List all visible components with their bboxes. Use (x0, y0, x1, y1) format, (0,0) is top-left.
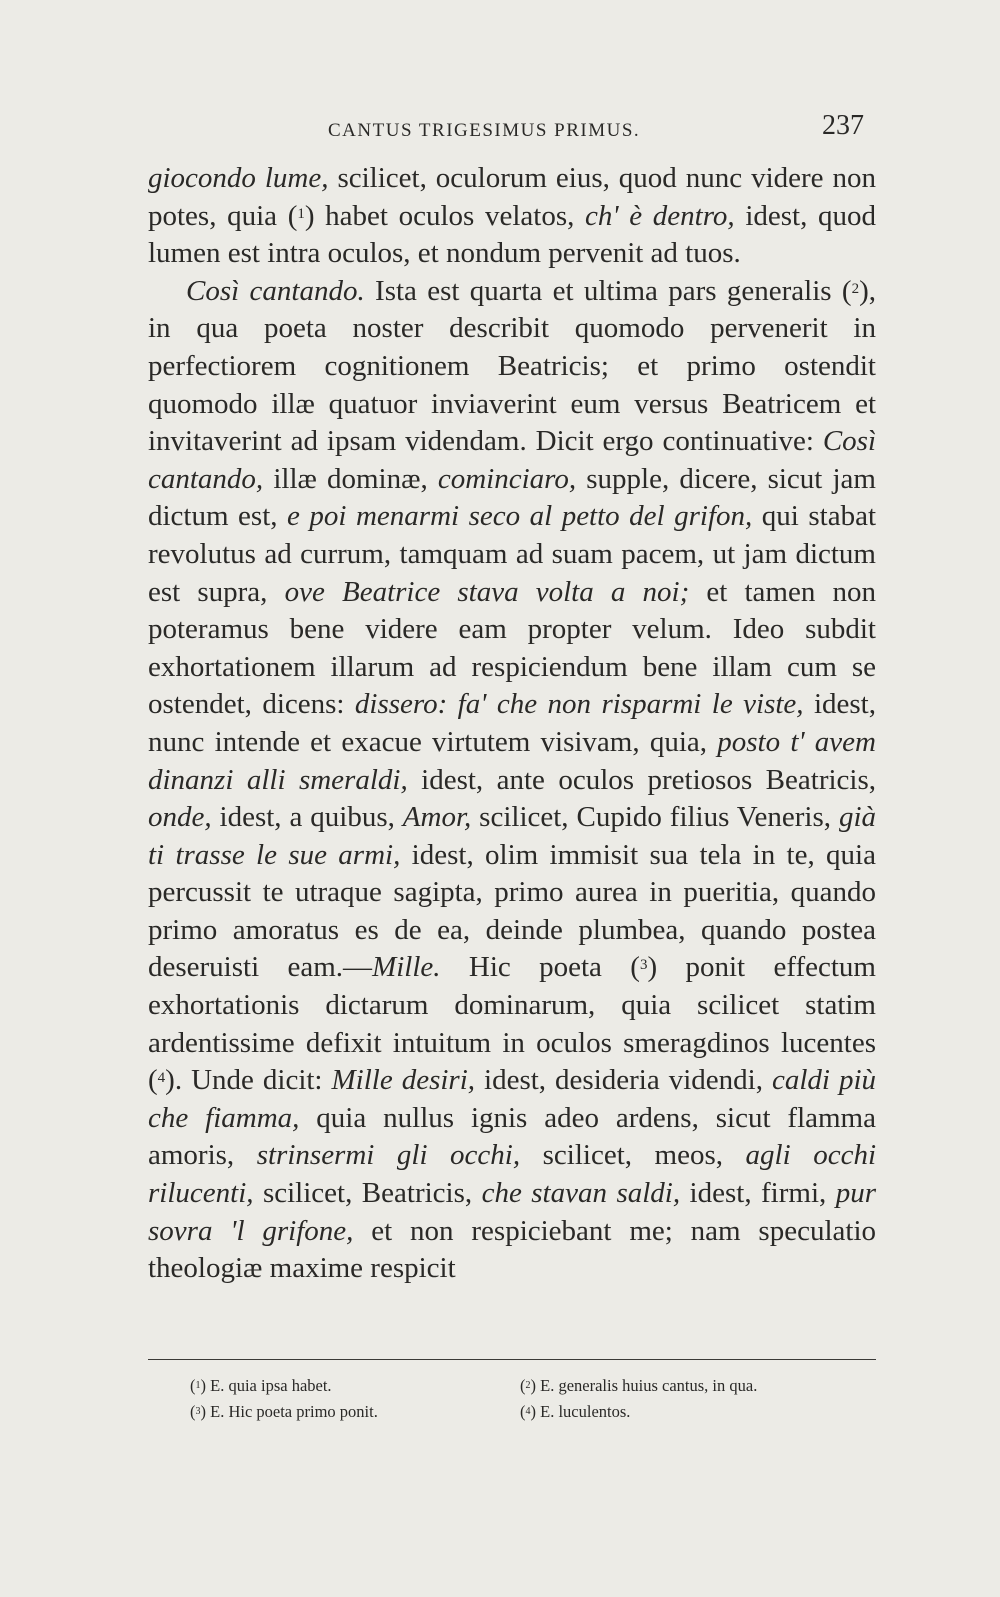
page-number: 237 (822, 110, 864, 141)
commentary-text: et non respiciebant me; nam speculatio theologiæ maxime respicit (148, 1214, 876, 1285)
commentary-text: idest, desideria videndi, (475, 1064, 772, 1097)
commentary-text: Hic poeta ( (440, 951, 640, 984)
lemma-phrase: Così cantando, (148, 425, 876, 495)
footnote-text: E. Hic poeta primo ponit. (206, 1402, 378, 1421)
lemma-phrase: giocondo lume, (148, 162, 329, 194)
lemma-phrase: e poi menarmi seco al petto del grifon, (287, 500, 753, 533)
lemma-phrase: Mille desiri, (331, 1064, 476, 1097)
footnote-mark: 4 (525, 1406, 531, 1417)
commentary-text: idest, firmi, (680, 1177, 836, 1210)
footnote-ref-2: 2 (851, 280, 860, 297)
lemma-phrase: ove Beatrice stava volta a noi; (284, 575, 690, 608)
lemma-phrase: Amor, (402, 801, 472, 834)
lemma-phrase: strinsermi gli occhi, (256, 1139, 521, 1172)
lemma-phrase: ch' è dentro, (585, 199, 735, 232)
commentary-text: scilicet, meos, (520, 1139, 746, 1172)
footnote-ref-1: 1 (297, 205, 305, 222)
commentary-text: illæ dominæ, (263, 462, 438, 495)
lemma-phrase: posto t' avem dinanzi alli smeraldi, (148, 725, 876, 796)
commentary-text: idest, olim immisit sua tela in te, quia percussit te utraque sagipta, primo aurea in pueritia, quando primo amoratus es de ea, deinde plumbea, quando postea deseruisti eam.— (148, 838, 876, 984)
footnote-4: ($^4$) E. luculentos. (520, 1402, 631, 1421)
commentary-text: et tamen non poteramus bene videre eam propter velum. Ideo subdit exhortationem illarum ad respiciendum bene illam cum se ostendet, dicens: (148, 575, 876, 721)
commentary-text: scilicet, oculorum eius, quod nunc videre non potes, quia ( (148, 162, 876, 232)
lemma-phrase: onde, (148, 801, 212, 834)
running-title: CANTUS TRIGESIMUS PRIMUS. (328, 120, 641, 141)
lemma-phrase: già ti trasse le sue armi, (148, 801, 876, 871)
lemma-phrase: che stavan saldi, (481, 1177, 681, 1210)
footnote-2: ($^2$) E. generalis huius cantus, in qua. (520, 1376, 758, 1395)
footnote-text: E. generalis huius cantus, in qua. (536, 1376, 758, 1395)
commentary-text: ), in qua poeta noster describit quomodo pervenerit in perfectiorem cognitionem Beatricis; et primo ostendit quomodo illæ quatuor inviaverint eum versus Beatricem et invitaverint ad ipsam videndam. Dicit ergo continuative: (148, 274, 876, 458)
footnote-mark: 1 (195, 1380, 201, 1391)
commentary-text: qui stabat revolutus ad currum, tamquam ad suam pacem, ut jam dictum est supra, (148, 500, 876, 608)
paragraph-2 (148, 273, 876, 1288)
commentary-text: scilicet, Cupido filius Veneris, (471, 801, 839, 834)
commentary-text: idest, quod lumen est intra oculos, et nondum pervenit ad tuos. (148, 199, 876, 270)
footnote-3: ($^3$) E. Hic poeta primo ponit. (190, 1402, 378, 1421)
body-text (148, 160, 876, 1288)
commentary-text: idest, a quibus, (211, 801, 403, 834)
footnote-ref-3: 3 (639, 957, 648, 974)
footnote-rule (148, 1359, 876, 1360)
commentary-text: supple, dicere, sicut jam dictum est, (148, 462, 876, 533)
lemma-phrase: pur sovra 'l grifone, (148, 1177, 877, 1247)
commentary-text: ). Unde dicit: (165, 1064, 332, 1097)
commentary-text: quia nullus ignis adeo ardens, sicut flamma amoris, (148, 1101, 876, 1172)
footnote-mark: 2 (525, 1380, 531, 1391)
running-head (148, 110, 864, 150)
commentary-text: idest, ante oculos pretiosos Beatricis, (407, 763, 877, 796)
commentary-text: ) habet oculos velatos, (304, 199, 586, 232)
footnote-1: ($^1$) E. quia ipsa habet. (190, 1376, 332, 1395)
lemma-phrase: dissero: fa' che non risparmi le viste, (354, 688, 804, 721)
commentary-text: scilicet, Beatricis, (253, 1177, 482, 1210)
commentary-text: idest, nunc intende et exacue virtutem visivam, quia, (148, 688, 876, 758)
paragraph-1 (148, 160, 876, 273)
lemma-phrase: cominciaro, (437, 462, 577, 495)
footnote-text: E. quia ipsa habet. (206, 1376, 332, 1395)
lemma-phrase: agli occhi rilucenti, (148, 1139, 876, 1210)
lemma-phrase: caldi più che fiamma, (148, 1064, 876, 1134)
lemma-phrase: Così cantando. (186, 274, 365, 307)
lemma-phrase: Mille. (372, 951, 441, 984)
commentary-text: ) ponit effectum exhortationis dictarum dominarum, quia scilicet statim ardentissime defixit intuitum in oculos smeragdinos lucentes ( (148, 951, 876, 1097)
footnote-text: E. luculentos. (536, 1402, 631, 1421)
commentary-text: Ista est quarta et ultima pars generalis ( (364, 274, 852, 307)
footnote-ref-4: 4 (157, 1070, 166, 1087)
footnote-mark: 3 (195, 1406, 201, 1417)
